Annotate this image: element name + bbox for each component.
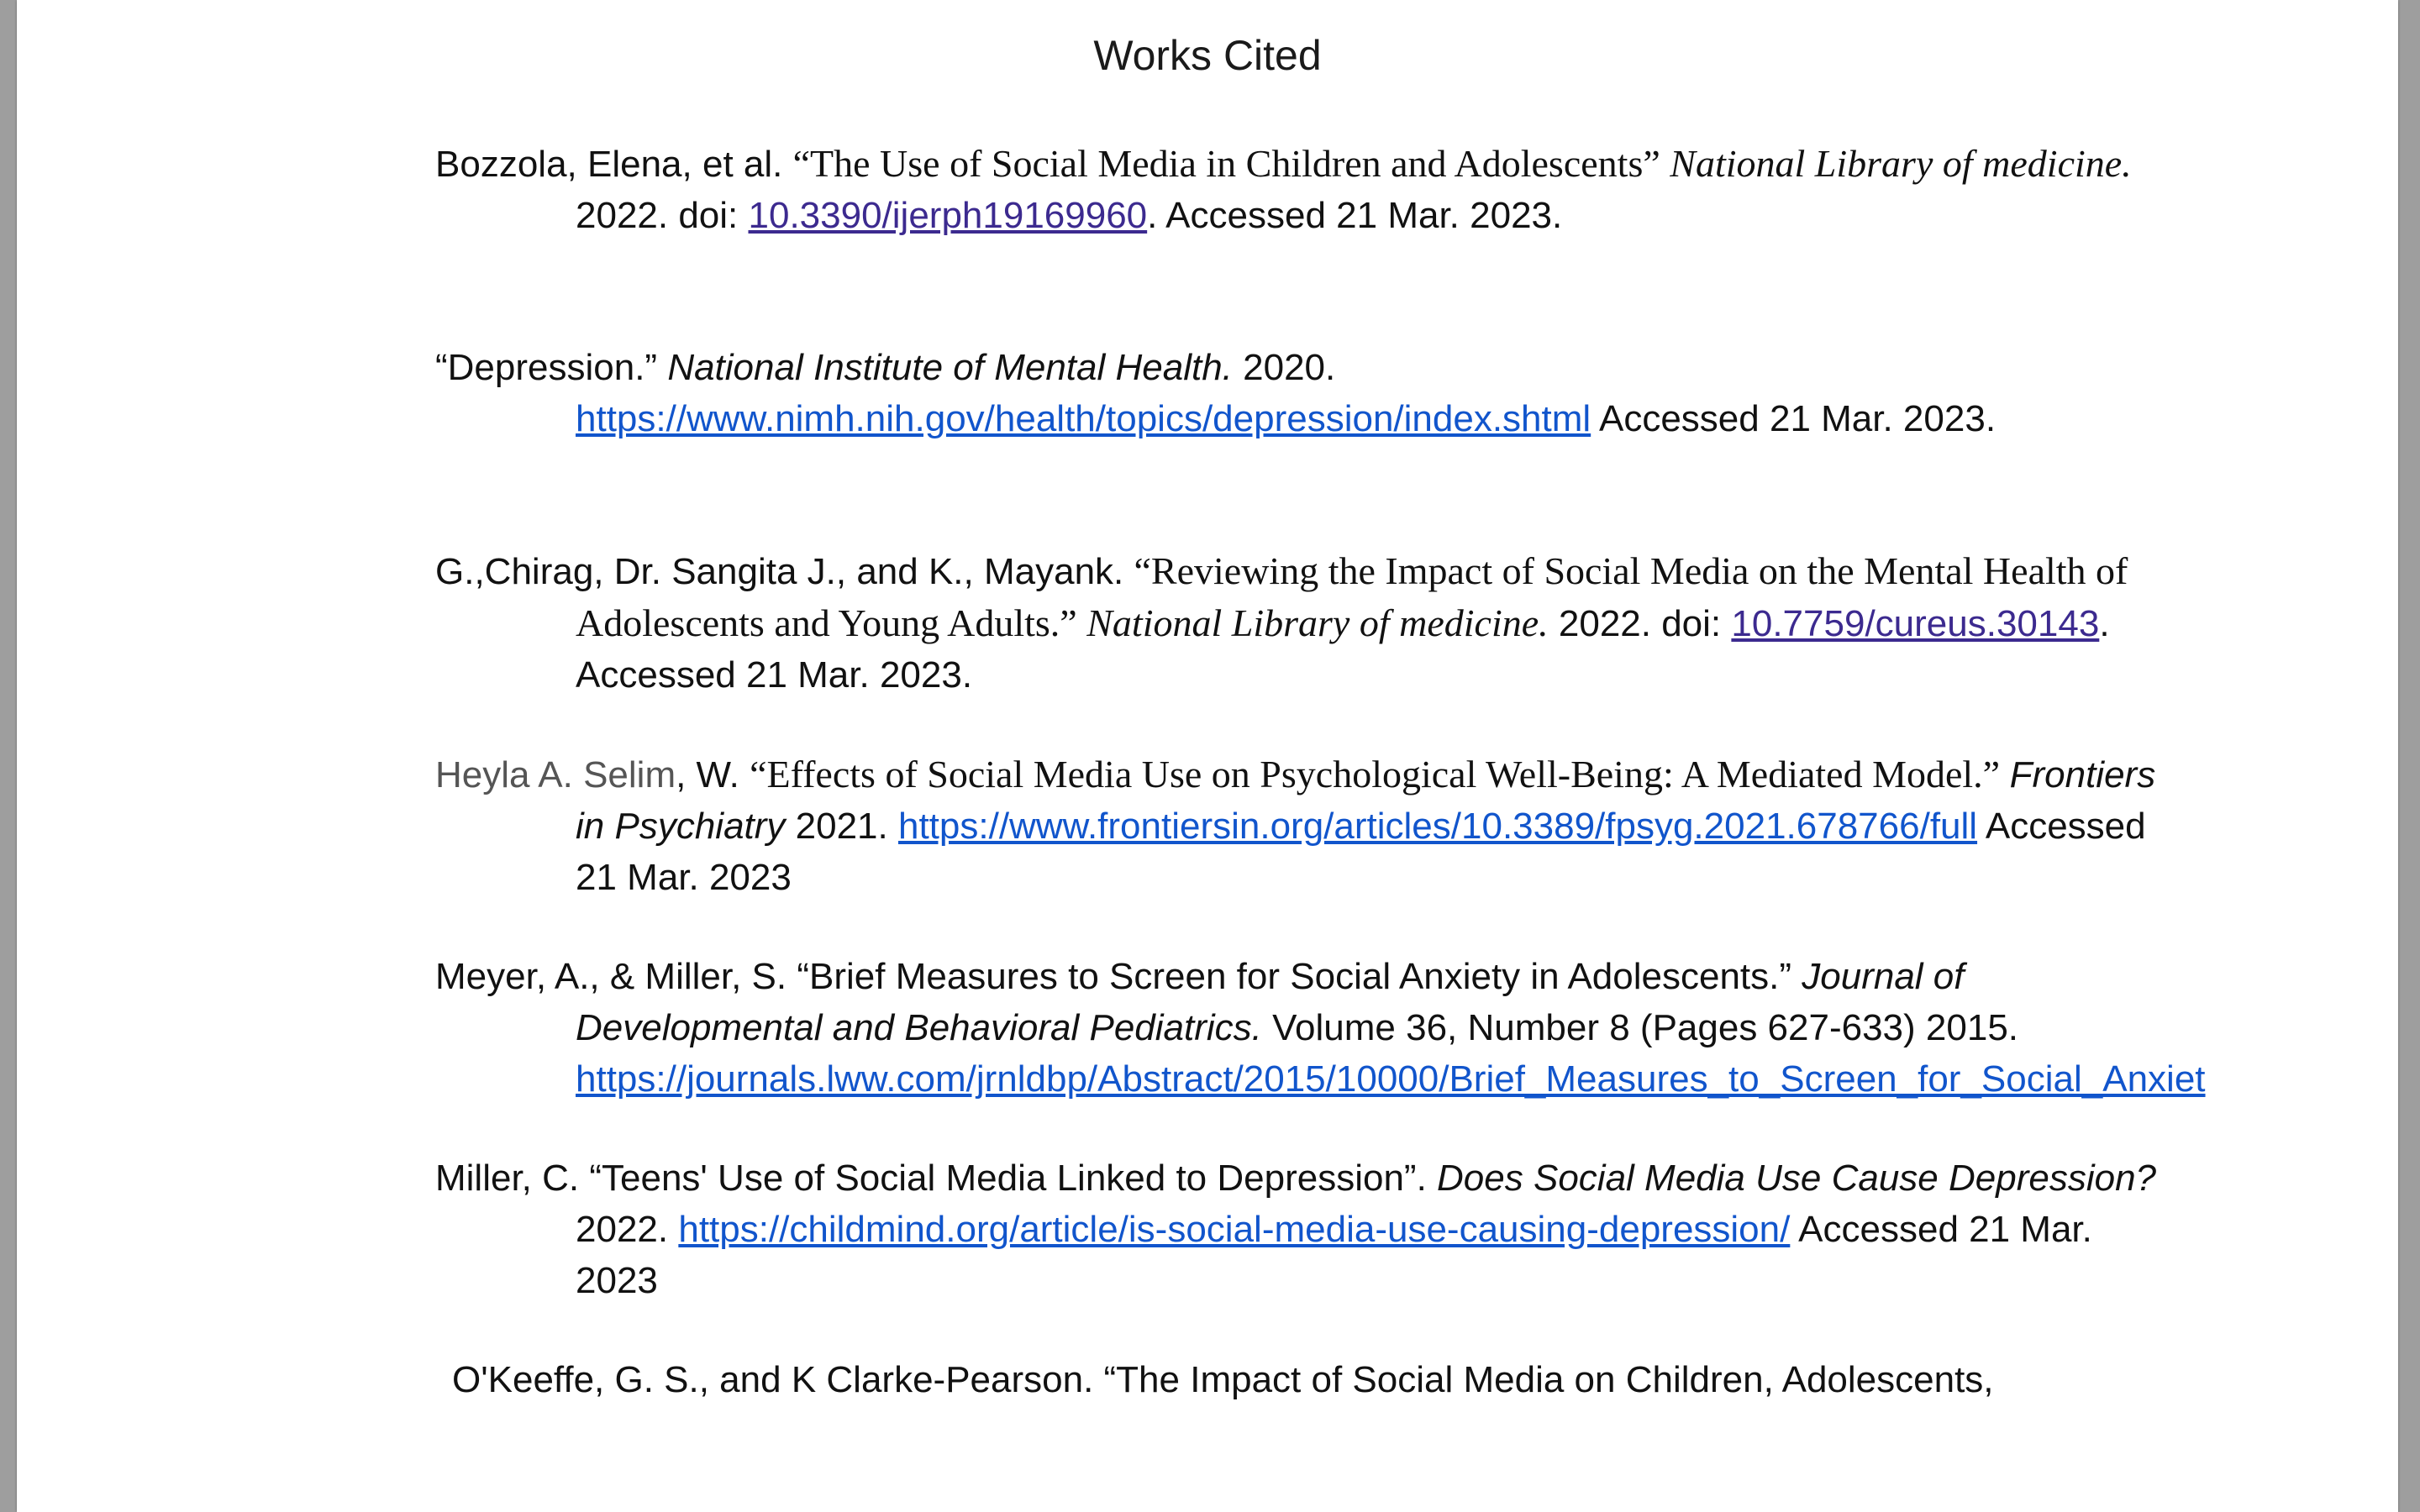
- citation-title: “Depression.”: [435, 347, 668, 388]
- citation-entry: [435, 342, 2158, 444]
- citation-accessed: Accessed 21 Mar. 2023.: [1591, 398, 1996, 439]
- citation-container: Frontiers in Psychiatry: [576, 754, 2156, 847]
- citation-container: Does Social Media Use Cause Depression?: [1437, 1158, 2157, 1199]
- citation-container: Journal of Developmental and Behavioral Pediatrics.: [576, 956, 1965, 1048]
- citation-title: “Brief Measures to Screen for Social Anxiety in Adolescents.”: [797, 956, 1802, 997]
- citation-accessed: . Accessed 21 Mar. 2023.: [576, 603, 2110, 696]
- citation-author: Bozzola, Elena, et al.: [435, 144, 793, 185]
- page-title: Works Cited: [1093, 32, 1322, 79]
- citation-accessed: Accessed 21 Mar. 2023: [576, 1209, 2092, 1301]
- citation-accessed: Accessed 21 Mar. 2023: [576, 806, 2146, 898]
- citation-title: “The Use of Social Media in Children and Adolescents”: [792, 142, 1670, 185]
- citation-title: “Effects of Social Media Use on Psychological Well-Being: A Mediated Model.”: [750, 753, 2010, 795]
- citation-entry: [435, 1152, 2158, 1306]
- citation-author: O'Keeffe, G. S., and K Clarke-Pearson.: [452, 1359, 1104, 1400]
- citation-title: “Reviewing the Impact of Social Media on the Mental Health of Adolescents and Young Adults.”: [576, 549, 2128, 644]
- citation-link[interactable]: https://www.nimh.nih.gov/health/topics/depression/index.shtml: [576, 398, 1591, 439]
- citation-author: G.,Chirag, Dr. Sangita J., and K., Mayank.: [435, 551, 1134, 592]
- citation-container: National Library of medicine.: [1670, 142, 2132, 185]
- citation-link[interactable]: https://journals.lww.com/jrnldbp/Abstract/2015/10000/Brief_Measures_to_Screen_for_Social_Anxiet: [576, 1058, 2206, 1100]
- citation-publication: 2022.: [576, 1209, 679, 1250]
- citation-container: National Institute of Mental Health.: [667, 347, 1233, 388]
- citation-container: National Library of medicine.: [1086, 601, 1549, 644]
- citation-author-rest: , W.: [676, 754, 750, 795]
- citation-link[interactable]: https://www.frontiersin.org/articles/10.3389/fpsyg.2021.678766/full: [897, 806, 1978, 847]
- citation-entry: [435, 951, 2206, 1105]
- document-page: [17, 0, 2398, 1512]
- citation-author: Meyer, A., & Miller, S.: [435, 956, 797, 997]
- citation-accessed: . Accessed 21 Mar. 2023.: [1147, 195, 1563, 236]
- citation-title: “The Impact of Social Media on Children, Adolescents,: [1103, 1359, 1994, 1400]
- citation-entry: [435, 138, 2158, 241]
- citation-author: Miller, C.: [435, 1158, 590, 1199]
- citation-author: Heyla A. Selim: [435, 754, 676, 795]
- citation-link[interactable]: 10.7759/cureus.30143: [1731, 603, 2100, 644]
- citation-link[interactable]: https://childmind.org/article/is-social-media-use-causing-depression/: [678, 1209, 1791, 1250]
- citation-publication: 2020.: [1232, 347, 1336, 388]
- citation-publication: 2022. doi:: [1548, 603, 1732, 644]
- works-cited-list: [435, 138, 2206, 1405]
- citation-publication: 2021.: [785, 806, 898, 847]
- citation-publication: 2022. doi:: [576, 195, 749, 236]
- citation-entry: [435, 545, 2158, 701]
- citation-title: “Teens' Use of Social Media Linked to Depression”.: [589, 1158, 1438, 1199]
- citation-entry: [444, 1354, 2158, 1405]
- citation-publication: Volume 36, Number 8 (Pages 627-633) 2015.: [1261, 1007, 2019, 1048]
- citation-link[interactable]: 10.3390/ijerph19169960: [748, 195, 1148, 236]
- citation-entry: [435, 748, 2158, 903]
